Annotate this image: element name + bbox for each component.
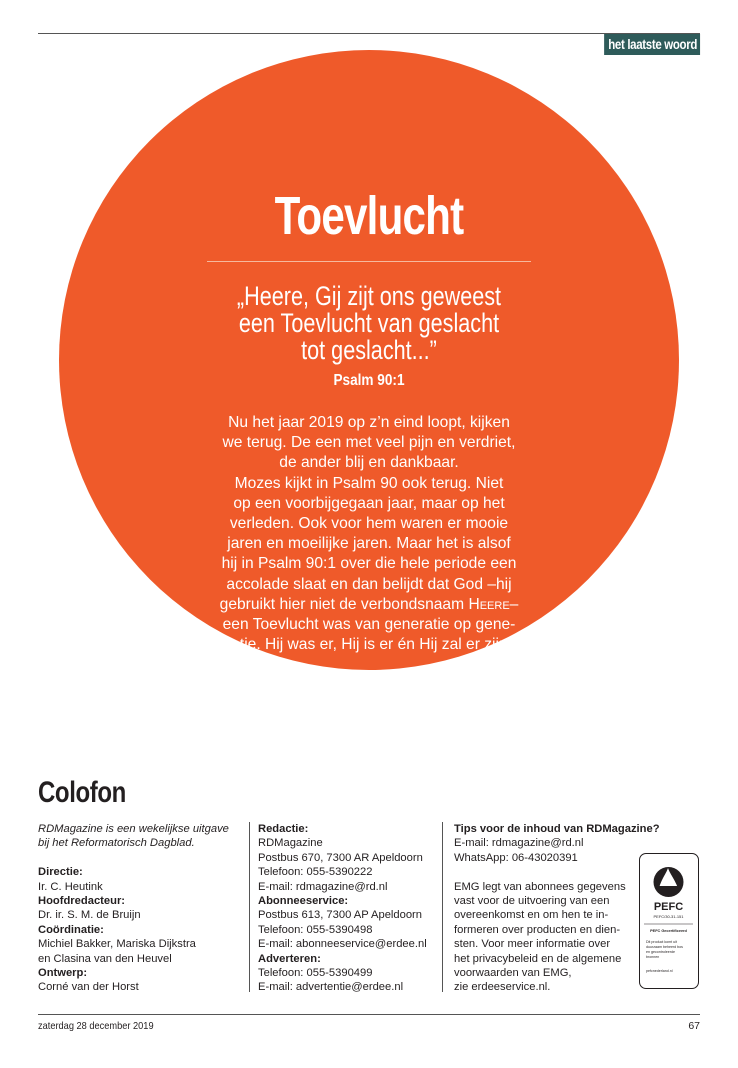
privacy-line: voorwaarden van EMG, [454, 967, 572, 980]
colofon-column-2 [258, 822, 427, 995]
colofon-column-1 [38, 822, 229, 995]
title-divider [207, 261, 531, 262]
body-line: accolade slaat en dan belijdt dat God –hij [226, 575, 512, 593]
pefc-desc: en gecontroleerde [646, 950, 675, 954]
abonnee-email[interactable]: E-mail: abonneeservice@erdee.nl [258, 938, 427, 951]
body-line: op een voorbijgegaan jaar, maar op het [233, 494, 505, 512]
privacy-line: vast voor de uitvoering van een [454, 895, 610, 908]
redactie-line: Telefoon: 055-5390222 [258, 866, 373, 879]
quote-line: tot geslacht...” [301, 335, 437, 365]
body-line: ratie. Hij was er, Hij is er én Hij zal er zijn. [226, 636, 512, 654]
directie-value: Ir. C. Heutink [38, 880, 103, 893]
body-line: gebruikt hier niet de verbondsnaam [219, 595, 469, 613]
pefc-cert-label: PEFC Gecertificeerd [650, 929, 687, 933]
article-title: Toevlucht [274, 186, 464, 246]
smallcaps-suffix: – [509, 595, 519, 613]
pefc-logo-text: PEFC [653, 901, 684, 913]
body-line: hij in Psalm 90:1 over die hele periode een [221, 555, 517, 573]
intro-line: RDMagazine is een wekelijkse uitgave [38, 823, 229, 835]
privacy-line: sten. Voor meer informatie over [454, 938, 611, 951]
pefc-desc: bronnen [646, 955, 660, 959]
directie-label: Directie: [38, 866, 83, 879]
adverteren-email[interactable]: E-mail: advertentie@erdee.nl [258, 981, 404, 994]
column-divider [249, 822, 250, 992]
pefc-code: PEFC/30-31-151 [653, 914, 684, 919]
tips-whatsapp: WhatsApp: 06-43020391 [454, 851, 578, 864]
tips-email[interactable]: E-mail: rdmagazine@rd.nl [454, 837, 584, 850]
privacy-line: formeren over producten en dien- [454, 923, 621, 936]
colofon-heading: Colofon [38, 776, 126, 809]
body-line: jaren en moeilijke jaren. Maar het is alsof [227, 535, 511, 553]
pefc-url: pefcnederland.nl [646, 969, 673, 973]
body-line: Mozes kijkt in Psalm 90 ook terug. Niet [234, 474, 504, 492]
page-number: 67 [688, 1020, 700, 1032]
pefc-desc: duurzaam beheerd bos [646, 945, 683, 949]
body-line: we terug. De een met veel pijn en verdriet, [222, 434, 516, 452]
body-line: een Toevlucht was van generatie op gene- [222, 616, 516, 634]
privacy-line: overeenkomst en om hen te in- [454, 909, 609, 922]
redactie-label: Redactie: [258, 823, 309, 835]
adverteren-label: Adverteren: [258, 952, 321, 965]
quote-line: „Heere, Gij zijt ons geweest [236, 281, 502, 311]
quote-line: een Toevlucht van geslacht [238, 308, 500, 338]
footer-date: zaterdag 28 december 2019 [38, 1020, 154, 1032]
ontwerp-value: Corné van der Horst [38, 981, 139, 994]
privacy-link[interactable]: zie erdeeservice.nl. [454, 981, 551, 994]
redactie-line: RDMagazine [258, 837, 323, 850]
hoofdredacteur-value: Dr. ir. S. M. de Bruijn [38, 909, 141, 922]
bible-quote [74, 283, 664, 364]
footer-rule [38, 1014, 700, 1015]
redactie-line: Postbus 670, 7300 AR Apeldoorn [258, 851, 423, 864]
colofon-column-3 [454, 822, 660, 995]
section-tag: het laatste woord [604, 34, 700, 55]
body-line-with-smallcaps [199, 595, 539, 615]
privacy-line: EMG legt van abonnees gegevens [454, 880, 626, 893]
privacy-line: het privacybeleid en de algemene [454, 952, 622, 965]
hoofdredacteur-label: Hoofdredacteur: [38, 895, 126, 908]
abonnee-label: Abonneeservice: [258, 895, 349, 908]
redactie-email[interactable]: E-mail: rdmagazine@rd.nl [258, 880, 388, 893]
adverteren-line: Telefoon: 055-5390499 [258, 967, 373, 980]
article-body [199, 413, 539, 655]
pefc-badge [639, 853, 699, 989]
body-line: Nu het jaar 2019 op z’n eind loopt, kijken [228, 414, 510, 431]
coordinatie-value: en Clasina van den Heuvel [38, 952, 172, 965]
pefc-logo-icon [640, 854, 697, 987]
pefc-desc: Dit product komt uit [646, 940, 677, 944]
intro-line: bij het Reformatorisch Dagblad. [38, 837, 195, 850]
body-line: verleden. Ook voor hem waren er mooie [229, 515, 509, 533]
coordinatie-value: Michiel Bakker, Mariska Dijkstra [38, 938, 196, 951]
tips-label: Tips voor de inhoud van RDMagazine? [454, 823, 660, 835]
ontwerp-label: Ontwerp: [38, 967, 88, 980]
column-divider [442, 822, 443, 992]
abonnee-line: Telefoon: 055-5390498 [258, 923, 373, 936]
coordinatie-label: Coördinatie: [38, 923, 104, 936]
quote-reference: Psalm 90:1 [333, 372, 405, 389]
body-line: de ander blij en dankbaar. [279, 454, 459, 472]
header-rule [38, 33, 700, 34]
smallcaps-word: Heere [468, 595, 510, 613]
abonnee-line: Postbus 613, 7300 AP Apeldoorn [258, 909, 423, 922]
